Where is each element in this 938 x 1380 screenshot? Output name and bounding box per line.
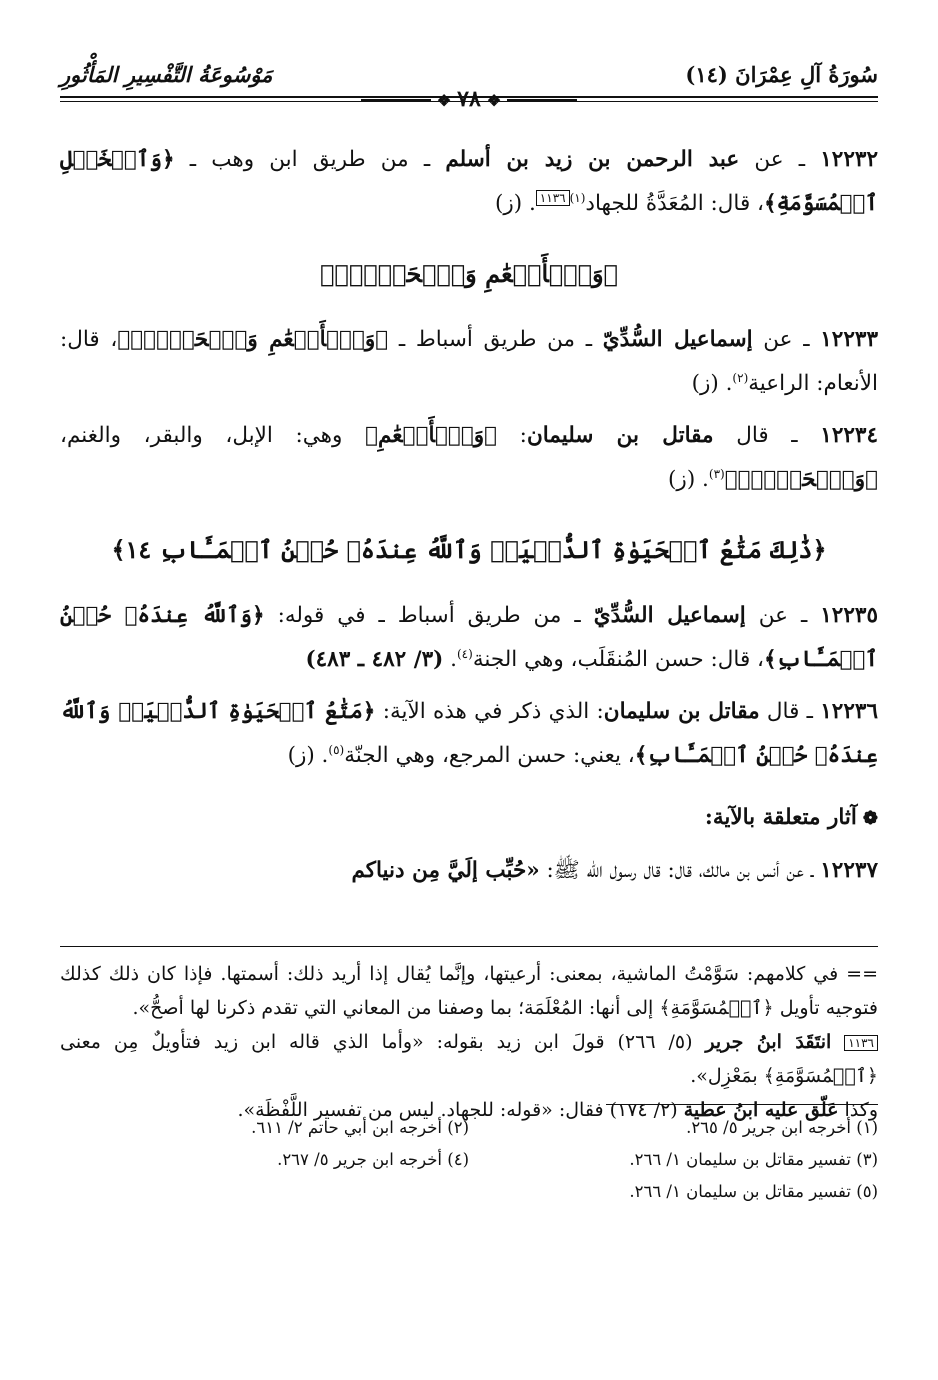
surah-title: سُورَةُ آلِ عِمْرَانَ (١٤) <box>685 62 878 87</box>
footnote-ref[interactable]: (٣) <box>708 466 725 481</box>
entry-text: ـ عن <box>745 603 821 628</box>
entry-text: ـ من طريق أسباط ـ في قوله: <box>264 603 594 628</box>
quran-quote: ﴿وَٱلۡخَيۡلِ ٱلۡمُسَوَّمَةِ﴾ <box>60 147 878 216</box>
quran-quote: ﴿وَٱلۡحَرۡثِۗ﴾ <box>724 467 878 492</box>
entry-text: ، قال: المُعَدَّةُ للجهاد <box>585 191 764 216</box>
comment-notes <box>60 938 878 1127</box>
entry-text: ـ قال <box>759 699 821 724</box>
footnote-1: (١) أخرجه ابن جرير ٥/ ٢٦٥. <box>686 1118 878 1137</box>
entry-text: . <box>443 647 457 672</box>
footnote-row <box>60 1144 878 1176</box>
footnote-ref[interactable]: (١) <box>569 190 586 205</box>
footnote-3: (٣) تفسير مقاتل بن سليمان ١/ ٢٦٦. <box>629 1150 878 1169</box>
note-text: وكذا <box>838 1099 878 1121</box>
footnote-4: (٤) أخرجه ابن جرير ٥/ ٢٦٧. <box>277 1150 469 1169</box>
entry-number: ١٢٢٣٢ <box>820 147 878 172</box>
narrator-name: عبد الرحمن بن زيد بن أسلم <box>445 147 740 172</box>
entry-text: ، يعني: حسن المرجع، وهي الجنّة <box>344 743 635 768</box>
entry-text: . (ز) <box>287 743 329 768</box>
footnote-ref[interactable]: (٤) <box>456 646 473 661</box>
rule-left <box>507 99 577 101</box>
entry-text: ـ من طريق ابن وهب ـ <box>174 147 446 172</box>
ayah-heading: ﴿وَٱلۡأَنۡعَٰمِ وَٱلۡحَرۡثِۗ﴾ <box>320 259 618 288</box>
entry-text: . (ز) <box>494 191 536 216</box>
athar-heading <box>60 796 878 841</box>
narrator-name: مقاتل بن سليمان <box>526 423 714 448</box>
entry-text: ، قال: الأنعام: الراعية <box>60 327 878 396</box>
entry-text: ـ عن <box>739 147 821 172</box>
comment-ref-box[interactable]: ١١٣٦ <box>536 190 570 206</box>
volume-page-ref: (٣/ ٤٨٢ ـ ٤٨٣) <box>305 647 444 672</box>
entry-text: . (ز) <box>668 467 709 492</box>
critic-name: انتَقَدَ ابنُ جرير <box>705 1031 832 1053</box>
book-title: مَوْسُوعَةُ التَّفْسِيرِ المَأْثُورِ <box>60 62 273 87</box>
page-number-bar <box>60 86 878 112</box>
critic-name: عَلّق عليه ابنُ عطية <box>683 1099 839 1121</box>
flower-ornament-icon: ❁ <box>862 808 878 829</box>
footnote-ref[interactable]: (٢) <box>732 370 749 385</box>
entry-text: ـ من طريق أسباط ـ <box>388 327 603 352</box>
entry-number: ١٢٢٣٦ <box>820 699 878 724</box>
footnote-2: (٢) أخرجه ابن أبي حاتم ٢/ ٦١١. <box>251 1118 469 1137</box>
note-text: (٥/ ٢٦٦) قولَ ابن زيد بقوله: «وأما الذي قاله ابن زيد فتأويلٌ مِن معنى ﴿ٱلۡمُسَوَّمَةِ﴾ بمَعْزِل». <box>60 1031 878 1087</box>
entry-number: ١٢٢٣٣ <box>820 327 878 352</box>
comment-number-box: ١١٣٦ <box>844 1035 878 1051</box>
entry-text: ـ عن أنس بن مالك، قال: قال رسول الله ﷺ: <box>539 858 821 883</box>
footnote-5: (٥) تفسير مقاتل بن سليمان ١/ ٢٦٦. <box>629 1182 878 1201</box>
rule-right <box>361 99 431 101</box>
entry-12237 <box>60 849 878 893</box>
entry-12235 <box>60 594 878 682</box>
quran-quote: ﴿مَتَٰعُ ٱلۡحَيَوٰةِ ٱلدُّنۡيَاۖ وَٱللَّهُ عِندَهُۥ حُسۡنُ ٱلۡمَـَٔابِ﴾ <box>60 699 878 768</box>
entry-text: : <box>497 423 527 448</box>
hadith-quote: «حُبِّب إلَيَّ مِن دنياكم <box>351 858 540 883</box>
page-number: ٧٨ <box>457 86 481 112</box>
ayah-heading: ﴿ذَٰلِكَ مَتَٰعُ ٱلۡحَيَوٰةِ ٱلدُّنۡيَاۖ وَٱللَّهُ عِندَهُۥ حُسۡنُ ٱلۡمَـَٔابِ ١٤﴾ <box>111 535 827 564</box>
narrator-name: إسماعيل السُّدِّيّ <box>602 327 753 352</box>
footnotes <box>60 1112 878 1208</box>
notes-rule <box>60 946 878 947</box>
footnote-rule <box>606 1104 878 1105</box>
footnote-row <box>60 1112 878 1144</box>
entry-text: ، قال: حسن المُنقَلَب، وهي الجنة <box>472 647 764 672</box>
main-text <box>60 138 878 901</box>
narrator-name: إسماعيل السُّدِّيّ <box>593 603 746 628</box>
note-continued: == في كلامهم: سَوَّمْتُ الماشية، بمعنى: أرعيتها، وإنَّما يُقال إذا أريد ذلك: أسمتها. فإذا كان ذلك كذلك فتوجيه تأويل ﴿ٱلۡمُسَوَّمَةِ﴾ إلى أنها: المُعْلَمَة؛ بما وصفنا من المعاني التي تقدم ذكرنا لها أصحُّ». <box>60 963 878 1019</box>
entry-text: . (ز) <box>691 371 733 396</box>
entry-text: ـ قال <box>713 423 821 448</box>
entry-12234 <box>60 414 878 502</box>
entry-number: ١٢٢٣٥ <box>820 603 878 628</box>
book-page <box>60 40 878 1340</box>
entry-number: ١٢٢٣٤ <box>820 423 879 448</box>
ornament-icon: ❖ <box>436 91 452 110</box>
note-1136 <box>60 1025 878 1093</box>
entry-12233 <box>60 318 878 406</box>
ornament-icon: ❖ <box>486 91 502 110</box>
footnote-row <box>60 1176 878 1208</box>
quran-quote: ﴿وَٱلۡأَنۡعَٰمِ﴾ <box>365 423 498 448</box>
footnote-ref[interactable]: (٥) <box>328 742 345 757</box>
entry-text: : الذي ذكر في هذه الآية: <box>375 699 604 724</box>
entry-text: ـ عن <box>752 327 821 352</box>
athar-heading-text: آثار متعلقة بالآية: <box>704 805 857 830</box>
quran-quote: ﴿وَٱللَّهُ عِندَهُۥ حُسۡنُ ٱلۡمَـَٔابِ﴾ <box>60 603 878 672</box>
entry-12236 <box>60 690 878 778</box>
entry-number: ١٢٢٣٧ <box>820 858 878 883</box>
note-text: (٢/ ١٧٤) فقال: «قوله: للجهاد. ليس من تفسير اللَّفْظَة». <box>237 1099 684 1121</box>
narrator-name: مقاتل بن سليمان <box>603 699 760 724</box>
quran-quote: ﴿وَٱلۡأَنۡعَٰمِ وَٱلۡحَرۡثِۗ﴾ <box>117 327 389 352</box>
entry-text: وهي: الإبل، والبقر، والغنم، <box>60 423 366 448</box>
entry-12232 <box>60 138 878 226</box>
